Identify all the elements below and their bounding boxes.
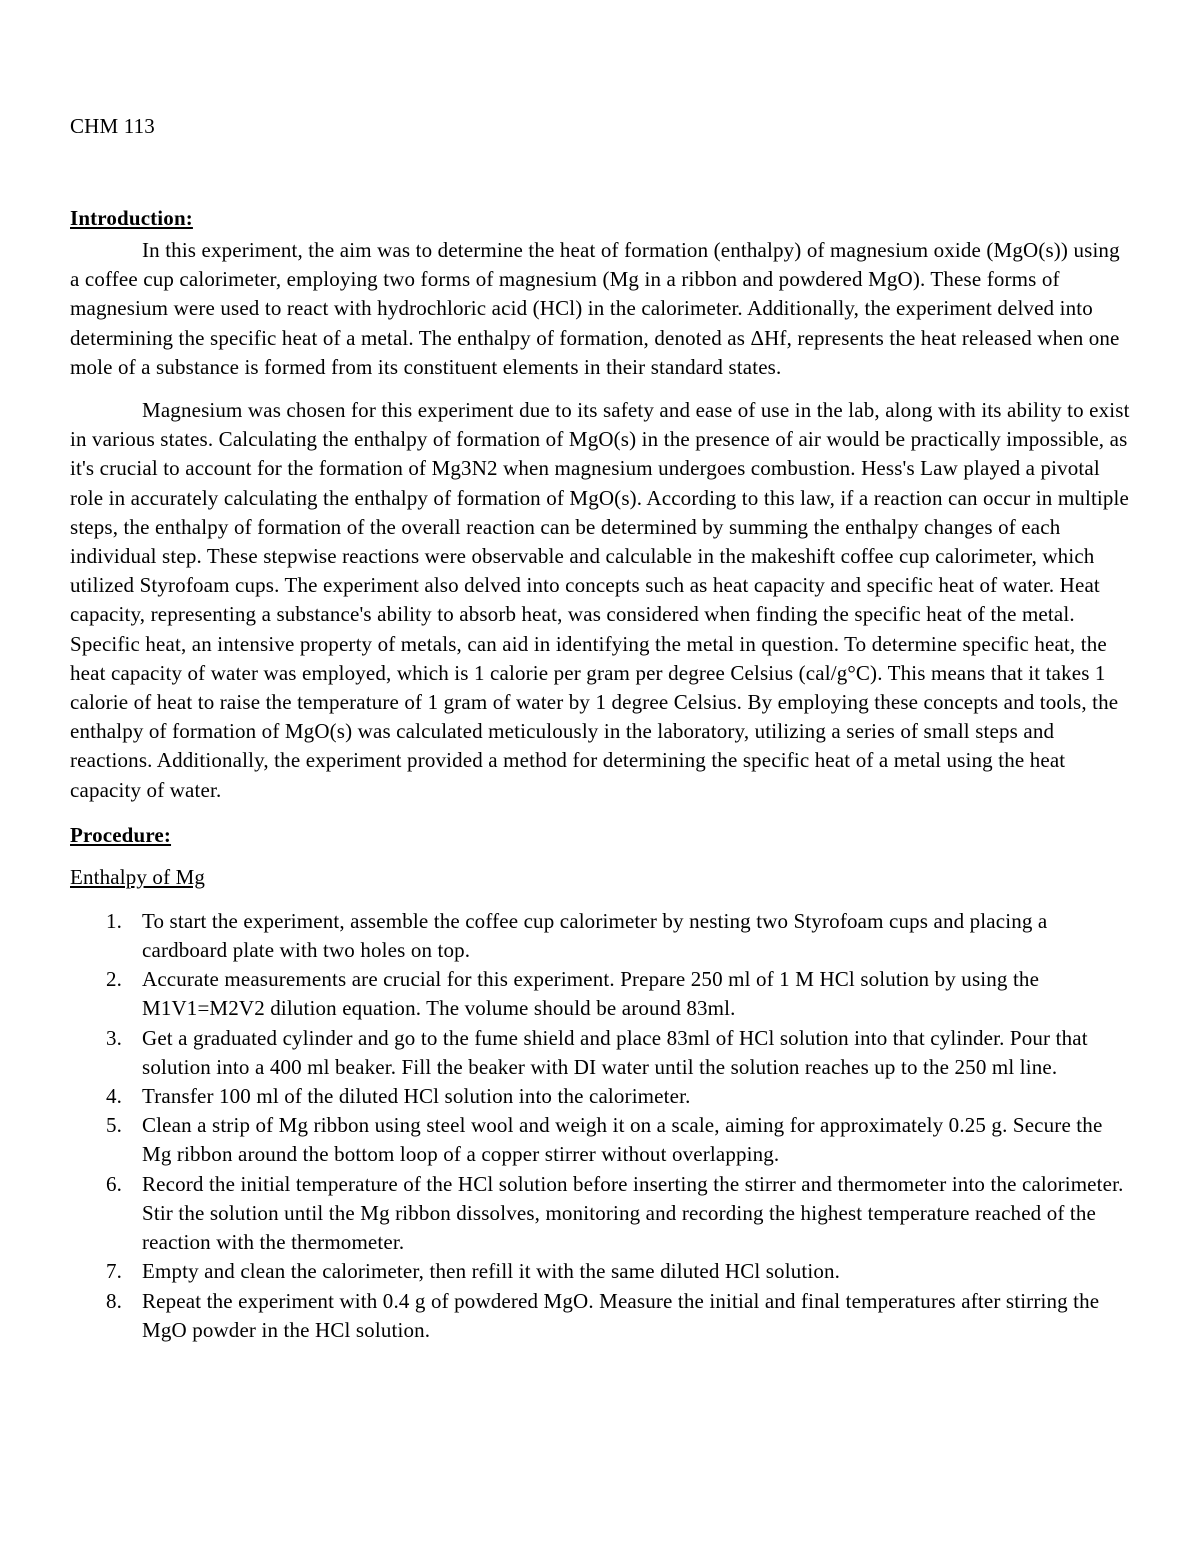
step-number: 1. bbox=[106, 908, 123, 933]
step-text: Clean a strip of Mg ribbon using steel wool and weigh it on a scale, aiming for approximately 0.25 g. Secure the Mg ribbon around the bottom loop of a copper stirrer without overlapping. bbox=[142, 1113, 1103, 1167]
step-text: Empty and clean the calorimeter, then refill it with the same diluted HCl solution. bbox=[142, 1259, 841, 1284]
procedure-heading: Procedure: bbox=[70, 822, 172, 847]
step-number: 2. bbox=[106, 967, 123, 992]
step-number: 8. bbox=[106, 1288, 123, 1313]
step-text: To start the experiment, assemble the coffee cup calorimeter by nesting two Styrofoam cups and placing a cardboard plate with two holes on top. bbox=[142, 908, 1048, 963]
step-text: Accurate measurements are crucial for this experiment. Prepare 250 ml of 1 M HCl solution by using the M1V1=M2V2 dilution equation. The volume should be around 83ml. bbox=[142, 967, 1040, 1021]
procedure-step bbox=[70, 1111, 1132, 1169]
procedure-step bbox=[70, 1257, 1132, 1286]
procedure-step bbox=[70, 907, 1132, 965]
step-number: 6. bbox=[106, 1171, 123, 1196]
step-number: 7. bbox=[106, 1259, 123, 1284]
step-number: 3. bbox=[106, 1025, 123, 1050]
enthalpy-subheading: Enthalpy of Mg bbox=[70, 864, 206, 889]
step-number: 5. bbox=[106, 1113, 123, 1138]
course-code: CHM 113 bbox=[70, 114, 155, 138]
procedure-step bbox=[70, 1287, 1132, 1345]
document-page bbox=[70, 112, 1132, 1345]
procedure-step bbox=[70, 1024, 1132, 1082]
procedure-steps-list bbox=[70, 907, 1132, 1345]
step-number: 4. bbox=[106, 1084, 123, 1109]
procedure-step bbox=[70, 965, 1132, 1023]
intro-paragraph-2: Magnesium was chosen for this experiment due to its safety and ease of use in the lab, along with its ability to exist in various states. Calculating the enthalpy of formation of MgO(s) in the presence of air would be practically impossible, as it's crucial to account for the formation of Mg3N2 when magnesium undergoes combustion. Hess's Law played a pivotal role in accurately calculating the enthalpy of formation of MgO(s). According to this law, if a reaction can occur in multiple steps, the enthalpy of formation of the overall reaction can be determined by summing the enthalpy changes of each individual step. These stepwise reactions were observable and calculable in the makeshift coffee cup calorimeter, which utilized Styrofoam cups. The experiment also delved into concepts such as heat capacity and specific heat of water. Heat capacity, representing a substance's ability to absorb heat, was considered when finding the specific heat of the metal. Specific heat, an intensive property of metals, can aid in identifying the metal in question. To determine specific heat, the heat capacity of water was employed, which is 1 calorie per gram per degree Celsius (cal/g°C). This means that it takes 1 calorie of heat to raise the temperature of 1 gram of water by 1 degree Celsius. By employing these concepts and tools, the enthalpy of formation of MgO(s) was calculated meticulously in the laboratory, utilizing a series of small steps and reactions. Additionally, the experiment provided a method for determining the specific heat of a metal using the heat capacity of water. bbox=[70, 398, 1130, 802]
procedure-step bbox=[70, 1170, 1132, 1258]
intro-paragraph-1: In this experiment, the aim was to determine the heat of formation (enthalpy) of magnesium oxide (MgO(s)) using a coffee cup calorimeter, employing two forms of magnesium (Mg in a ribbon and powdered MgO). These forms of magnesium were used to react with hydrochloric acid (HCl) in the calorimeter. Additionally, the experiment delved into determining the specific heat of a metal. The enthalpy of formation, denoted as ΔHf, represents the heat released when one mole of a substance is formed from its constituent elements in their standard states. bbox=[70, 238, 1120, 379]
step-text: Repeat the experiment with 0.4 g of powdered MgO. Measure the initial and final temperatures after stirring the MgO powder in the HCl solution. bbox=[142, 1288, 1100, 1342]
step-text: Record the initial temperature of the HCl solution before inserting the stirrer and thermometer into the calorimeter. Stir the solution until the Mg ribbon dissolves, monitoring and recording the highest temperature reached of the reaction with the thermometer. bbox=[142, 1171, 1124, 1255]
step-text: Get a graduated cylinder and go to the fume shield and place 83ml of HCl solution into that cylinder. Pour that solution into a 400 ml beaker. Fill the beaker with DI water until the solution reaches up to the 250 ml line. bbox=[142, 1025, 1088, 1079]
procedure-step bbox=[70, 1082, 1132, 1111]
introduction-heading: Introduction: bbox=[70, 206, 193, 230]
step-text: Transfer 100 ml of the diluted HCl solution into the calorimeter. bbox=[142, 1084, 691, 1109]
